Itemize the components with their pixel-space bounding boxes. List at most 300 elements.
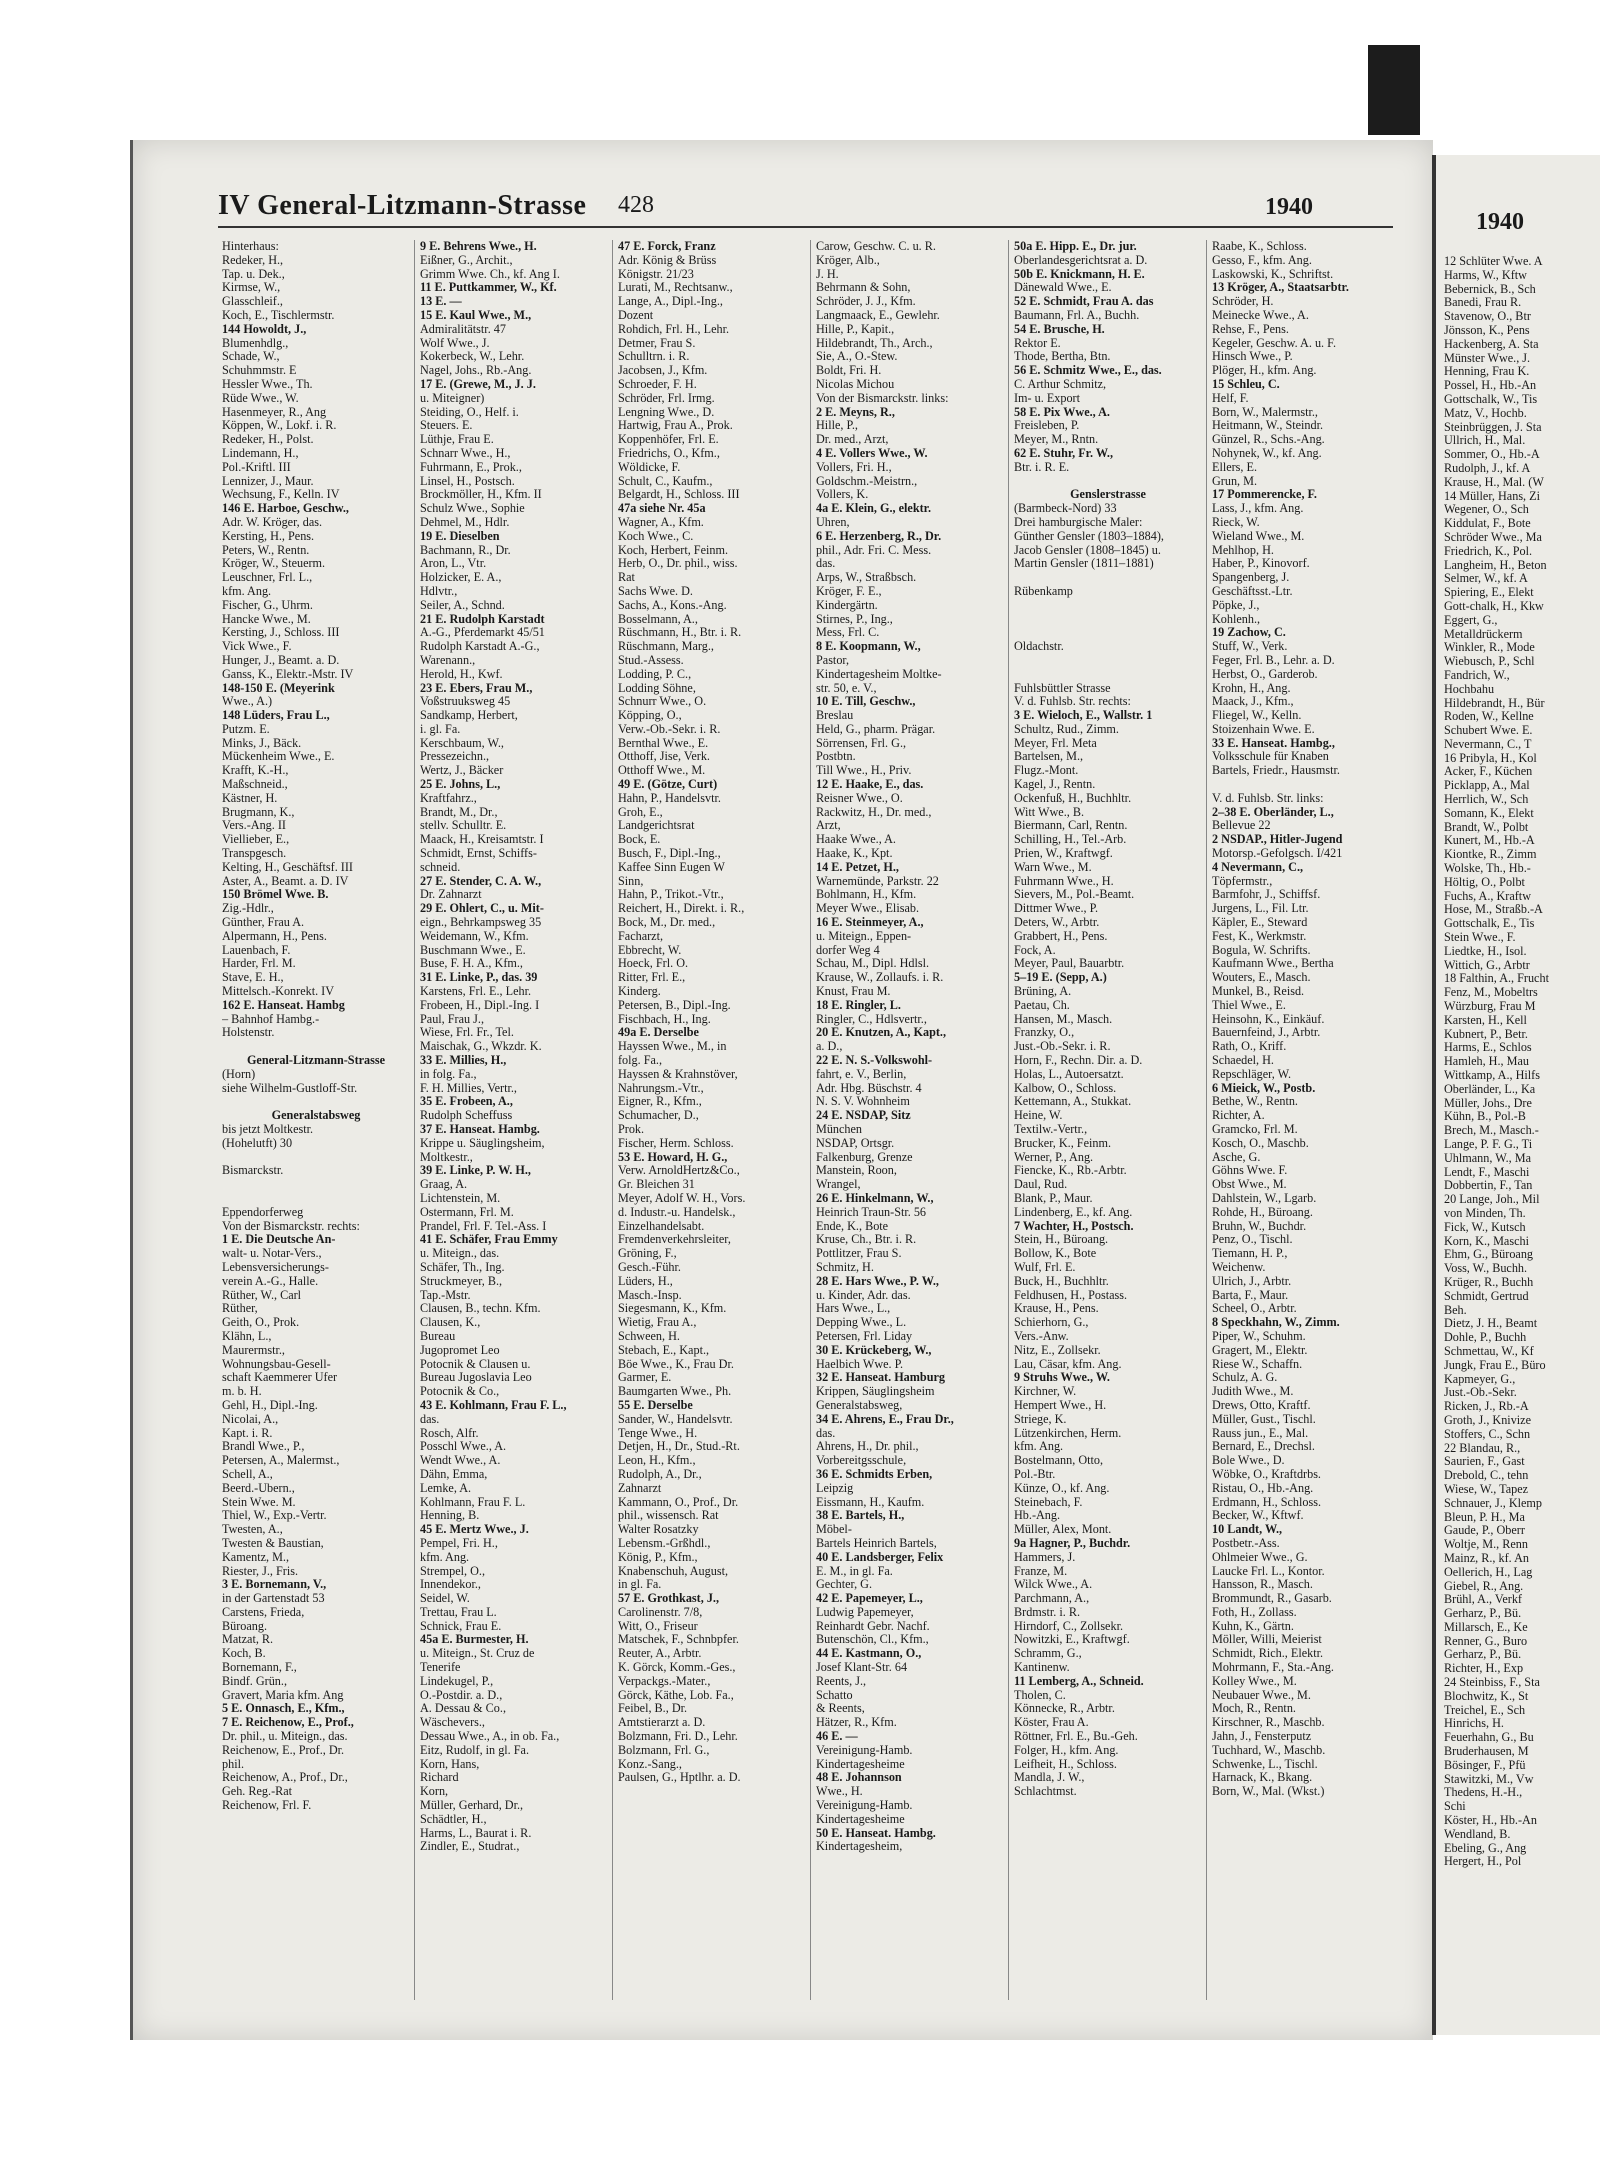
directory-entry: Peters, W., Rentn. xyxy=(222,543,310,557)
facing-page-entry: Kunert, M., Hb.-A xyxy=(1444,833,1535,848)
facing-page-entry: Hackenberg, A. Sta xyxy=(1444,336,1539,351)
directory-entry: Schierhorn, G., xyxy=(1014,1316,1089,1330)
directory-entry: Gragert, M., Elektr. xyxy=(1212,1343,1308,1357)
directory-entry: Käpler, E., Steward xyxy=(1212,916,1308,930)
directory-entry: Kindergärtn. xyxy=(816,598,878,612)
directory-entry: Lodding, P. C., xyxy=(618,667,692,681)
directory-entry: Bostelmann, Otto, xyxy=(1014,1454,1104,1468)
directory-entry: Karstens, Frl. E., Lehr. xyxy=(420,985,532,999)
directory-entry: Schnick, Frau E. xyxy=(420,1619,502,1633)
facing-page-entry: Brandt, W., Polbt xyxy=(1444,819,1529,834)
directory-entry: Schult, C., Kaufm., xyxy=(618,474,713,488)
directory-entry: Rath, O., Kriff. xyxy=(1212,1040,1287,1054)
directory-entry: Tap. u. Dek., xyxy=(222,267,285,281)
directory-entry: Bindf. Grün., xyxy=(222,1674,287,1688)
directory-entry: Bornemann, F., xyxy=(222,1661,297,1675)
directory-entry: Schmidt, Rich., Elektr. xyxy=(1212,1647,1324,1661)
facing-page-entry: Hose, M., Straßb.-A xyxy=(1444,902,1543,917)
directory-entry: Ende, K., Bote xyxy=(816,1219,889,1233)
directory-entry: phil., Adr. Fri. C. Mess. xyxy=(816,543,932,557)
directory-entry: Seiler, A., Schnd. xyxy=(420,598,505,612)
facing-page-entry: Gottschalk, W., Tis xyxy=(1444,391,1538,406)
directory-entry: 43 E. Kohlmann, Frau F. L., xyxy=(420,1398,567,1412)
facing-page-entry: Ebeling, G., Ang xyxy=(1444,1840,1527,1855)
directory-entry: Boldt, Fri. H. xyxy=(816,364,882,378)
directory-entry: Geschäftsst.-Ltr. xyxy=(1212,584,1293,598)
directory-entry: das. xyxy=(420,1412,440,1426)
facing-page-entry: Hinrichs, H. xyxy=(1444,1716,1504,1731)
facing-page-entry: Krause, H., Mal. (W xyxy=(1444,474,1544,489)
directory-entry: Munkel, B., Reisd. xyxy=(1212,985,1305,999)
directory-entry: 15 E. Kaul Wwe., M., xyxy=(420,308,532,322)
directory-entry: Steinebach, F. xyxy=(1014,1495,1083,1509)
directory-entry: 23 E. Ebers, Frau M., xyxy=(420,681,533,695)
directory-entry: Sievers, M., Pol.-Beamt. xyxy=(1014,888,1135,902)
facing-page-entry: Kühn, B., Pol.-B xyxy=(1444,1109,1526,1124)
facing-page-entry: Brühl, A., Verkf xyxy=(1444,1592,1522,1607)
directory-entry: Feibel, B., Dr. xyxy=(618,1702,688,1716)
directory-entry: Dahlstein, W., Lgarb. xyxy=(1212,1191,1317,1205)
directory-entry: Zig.-Hdlr., xyxy=(222,902,274,916)
directory-entry: Hancke Wwe., M. xyxy=(222,612,311,626)
directory-entry: Fest, K., Werkmstr. xyxy=(1212,929,1307,943)
directory-entry: Schlachtmst. xyxy=(1014,1785,1077,1799)
directory-entry: Kohlmann, Frau F. L. xyxy=(420,1495,526,1509)
directory-entry: Brüning, A. xyxy=(1014,985,1072,999)
page-header xyxy=(218,190,1393,230)
facing-page-entry: Dietz, J. H., Beamt xyxy=(1444,1316,1538,1331)
directory-entry: Kamentz, M., xyxy=(222,1550,290,1564)
directory-entry: Adr. Hbg. Büschstr. 4 xyxy=(816,1081,922,1095)
directory-entry: Deters, W., Arbtr. xyxy=(1014,916,1100,930)
directory-entry: Rehse, F., Pens. xyxy=(1212,322,1289,336)
directory-entry: Sörrensen, Frl. G., xyxy=(816,736,907,750)
directory-entry: Krause, W., Zollaufs. i. R. xyxy=(816,971,944,985)
directory-entry: siehe Wilhelm-Gustloff-Str. xyxy=(222,1081,358,1095)
directory-entry: Richter, A. xyxy=(1212,1109,1265,1123)
facing-page-entry: Stawitzki, M., Vw xyxy=(1444,1771,1534,1786)
directory-entry: Kirschner, R., Maschb. xyxy=(1212,1716,1325,1730)
directory-entry: Breslau xyxy=(816,709,854,723)
directory-entry: Heine, W. xyxy=(1014,1109,1063,1123)
directory-entry: Frobeen, H., Dipl.-Ing. I xyxy=(420,998,540,1012)
directory-entry: Mittelsch.-Konrekt. IV xyxy=(222,985,335,999)
directory-entry: Korn, xyxy=(420,1785,449,1799)
facing-page-entry: Ricken, J., Rb.-A xyxy=(1444,1399,1529,1414)
directory-entry: 146 E. Harboe, Geschw., xyxy=(222,502,349,516)
directory-entry: Kegeler, Geschw. A. u. F. xyxy=(1212,336,1336,350)
directory-entry: Leipzig xyxy=(816,1481,854,1495)
directory-entry: Riese W., Schaffn. xyxy=(1212,1357,1303,1371)
directory-entry: Seidel, W. xyxy=(420,1592,470,1606)
directory-entry: Hoeck, Frl. O. xyxy=(618,957,689,971)
directory-entry: Vorbereitgsschule, xyxy=(816,1454,907,1468)
directory-entry: Raabe, K., Schloss. xyxy=(1212,240,1307,253)
directory-entry: 36 E. Schmidts Erben, xyxy=(816,1467,933,1481)
facing-page-entry: Selmer, W., kf. A xyxy=(1444,571,1528,586)
directory-entry: Reichenow, E., Prof., Dr. xyxy=(222,1743,345,1757)
directory-entry: Hdlvtr., xyxy=(420,584,458,598)
directory-entry: Fiencke, K., Rb.-Arbtr. xyxy=(1014,1164,1127,1178)
directory-entry: Leon, H., Kfm., xyxy=(618,1454,696,1468)
facing-page-entry: Giebel, R., Ang. xyxy=(1444,1578,1524,1593)
directory-entry: (Barmbeck-Nord) 33 xyxy=(1014,502,1117,516)
directory-entry: Dessau Wwe., A., in ob. Fa., xyxy=(420,1730,560,1744)
directory-entry: Wagner, A., Kfm. xyxy=(618,515,704,529)
directory-entry: Busch, F., Dipl.-Ing., xyxy=(618,847,721,861)
directory-entry: Twesten & Baustian, xyxy=(222,1536,324,1550)
directory-entry: Btr. i. R. E. xyxy=(1014,460,1070,474)
directory-entry: Minks, J., Bäck. xyxy=(222,736,302,750)
facing-page-entry: Höltig, O., Polbt xyxy=(1444,874,1525,889)
directory-entry: Just.-Ob.-Sekr. i. R. xyxy=(1014,1040,1111,1054)
directory-entry: Feldhusen, H., Postass. xyxy=(1014,1288,1128,1302)
directory-column xyxy=(222,240,410,2000)
facing-page-entry: Hildebrandt, H., Bür xyxy=(1444,695,1545,710)
facing-page-entry: 20 Lange, Joh., Mil xyxy=(1444,1192,1540,1207)
directory-entry: das. xyxy=(816,557,836,571)
directory-entry: Innendekor., xyxy=(420,1578,481,1592)
facing-page-entry: Hochbahu xyxy=(1444,681,1495,696)
facing-page-entry: Picklapp, A., Mal xyxy=(1444,778,1530,793)
directory-entry: Bellevue 22 xyxy=(1212,819,1271,833)
facing-page-entry: Fandrich, W., xyxy=(1444,667,1510,682)
directory-entry: kfm. Ang. xyxy=(222,584,272,598)
directory-entry: Fliegel, W., Kelln. xyxy=(1212,709,1302,723)
directory-entry: in gl. Fa. xyxy=(618,1578,662,1592)
directory-entry: Aster, A., Beamt. a. D. IV xyxy=(222,874,349,888)
directory-entry: Lemke, A. xyxy=(420,1481,472,1495)
directory-entry: Paul, Frau J., xyxy=(420,1012,484,1026)
directory-entry: Kinderg. xyxy=(618,985,661,999)
directory-entry: Wwe., H. xyxy=(816,1785,863,1799)
directory-entry: Reichenow, Frl. F. xyxy=(222,1799,312,1813)
directory-entry: 62 E. Stuhr, Fr. W., xyxy=(1014,446,1114,460)
directory-entry: Schmidt, Ernst, Schiffs- xyxy=(420,847,537,861)
directory-entry: Hartwig, Frau A., Prok. xyxy=(618,419,733,433)
directory-entry: Vick Wwe., F. xyxy=(222,640,292,654)
directory-entry: Nohynek, W., kf. Ang. xyxy=(1212,446,1322,460)
directory-entry: Lebensm.-Grßhdl., xyxy=(618,1536,711,1550)
directory-entry: Bernthal Wwe., E. xyxy=(618,736,709,750)
directory-entry: Schnarr Wwe., H., xyxy=(420,446,511,460)
directory-entry: Hayssen & Krahnstöver, xyxy=(618,1067,738,1081)
directory-entry: Barta, F., Maur. xyxy=(1212,1288,1289,1302)
directory-entry: Warnemünde, Parkstr. 22 xyxy=(816,874,939,888)
directory-entry: Eißner, G., Archit., xyxy=(420,253,513,267)
directory-entry: Repschläger, W. xyxy=(1212,1067,1292,1081)
directory-entry: 40 E. Landsberger, Felix xyxy=(816,1550,944,1564)
directory-entry: Laucke Frl. L., Kontor. xyxy=(1212,1564,1325,1578)
directory-entry: Arzt, xyxy=(816,819,841,833)
facing-page-entry: Köster, H., Hb.-An xyxy=(1444,1813,1537,1828)
directory-entry: 54 E. Brusche, H. xyxy=(1014,322,1105,336)
directory-entry: Röttner, Frl. E., Bu.-Geh. xyxy=(1014,1730,1138,1744)
directory-entry: Textilw.-Vertr., xyxy=(1014,1123,1088,1136)
directory-entry: Eppendorferweg xyxy=(222,1205,304,1219)
directory-entry: Stuff, W., Verk. xyxy=(1212,640,1288,654)
facing-page-entry: Schi xyxy=(1444,1799,1466,1814)
directory-entry: Langmaack, E., Gewlehr. xyxy=(816,308,940,322)
directory-entry: stellv. Schulltr. E. xyxy=(420,819,507,833)
directory-entry: Kaffee Sinn Eugen W xyxy=(618,860,725,874)
directory-entry: Harder, Frl. M. xyxy=(222,957,296,971)
directory-entry: Schumacher, D., xyxy=(618,1109,699,1123)
directory-entry: Blumenhdlg., xyxy=(222,336,289,350)
directory-entry: N. S. V. Wohnheim xyxy=(816,1095,910,1109)
directory-entry xyxy=(1014,613,1202,627)
directory-entry: Müller, Gerhard, Dr., xyxy=(420,1799,524,1813)
directory-entry: Otthoff Wwe., M. xyxy=(618,764,706,778)
facing-page-entry: Harms, E., Schlos xyxy=(1444,1040,1532,1055)
directory-entry: Volksschule für Knaben xyxy=(1212,750,1329,764)
directory-entry: Königstr. 21/23 xyxy=(618,267,694,281)
directory-entry: Schröder, Frl. Irmg. xyxy=(618,391,715,405)
directory-entry: Hansen, M., Masch. xyxy=(1014,1012,1113,1026)
directory-entry: Riester, J., Fris. xyxy=(222,1564,299,1578)
directory-entry: Becker, W., Kftwf. xyxy=(1212,1509,1304,1523)
directory-entry: Plöger, H., kfm. Ang. xyxy=(1212,364,1317,378)
directory-entry: Kindertagesheime xyxy=(816,1757,905,1771)
directory-entry: Bartels Heinrich Bartels, xyxy=(816,1536,937,1550)
facing-page-entry: Somann, K., Elekt xyxy=(1444,805,1534,820)
directory-entry: Voßstruuksweg 45 xyxy=(420,695,511,709)
directory-entry: Hinsch Wwe., P. xyxy=(1212,350,1293,364)
facing-page-entry: Renner, G., Buro xyxy=(1444,1633,1528,1648)
directory-entry: str. 50, e. V., xyxy=(816,681,877,695)
directory-entry: Stirnes, P., Ing., xyxy=(816,612,893,626)
directory-entry: 6 E. Herzenberg, R., Dr. xyxy=(816,529,942,543)
directory-entry: Linsel, H., Postsch. xyxy=(420,474,515,488)
directory-columns xyxy=(218,240,1408,2000)
directory-entry: 13 E. — xyxy=(420,295,462,309)
directory-entry: 46 E. — xyxy=(816,1730,858,1744)
directory-entry xyxy=(1014,654,1202,668)
facing-page-entry: von Minden, Th. xyxy=(1444,1205,1526,1220)
directory-entry: München xyxy=(816,1123,863,1136)
directory-entry: u. Miteigner) xyxy=(420,391,485,405)
directory-entry: Schramm, G., xyxy=(1014,1647,1082,1661)
page-year: 1940 xyxy=(1265,194,1313,220)
directory-entry: Koch, E., Tischlermstr. xyxy=(222,308,335,322)
directory-entry: Generalstabsweg xyxy=(271,1109,361,1123)
directory-entry: Kelting, H., Geschäftsf. III xyxy=(222,860,353,874)
directory-entry: Strempel, O., xyxy=(420,1564,485,1578)
directory-entry: Thode, Bertha, Btn. xyxy=(1014,350,1111,364)
directory-entry: Haber, P., Kinovorf. xyxy=(1212,557,1310,571)
directory-entry: Warn Wwe., M. xyxy=(1014,860,1092,874)
facing-page-entry: Gerharz, P., Bü. xyxy=(1444,1606,1522,1621)
directory-entry: Sachs, A., Kons.-Ang. xyxy=(618,598,727,612)
directory-entry xyxy=(1014,571,1202,585)
directory-entry: Rektor E. xyxy=(1014,336,1061,350)
directory-entry: Rüde Wwe., W. xyxy=(222,391,299,405)
directory-entry: 17 Pommerencke, F. xyxy=(1212,488,1317,502)
directory-entry: Krippe u. Säuglingsheim, xyxy=(420,1136,545,1150)
column-rule xyxy=(612,240,613,2000)
directory-entry: Arps, W., Straßbsch. xyxy=(816,571,917,585)
directory-entry: Asche, G. xyxy=(1212,1150,1261,1164)
directory-entry: Kerschbaum, W., xyxy=(420,736,504,750)
facing-page-entry: Bleun, P. H., Ma xyxy=(1444,1509,1525,1524)
directory-entry: in folg. Fa., xyxy=(420,1067,477,1081)
directory-entry: Lüthje, Frau E. xyxy=(420,433,494,447)
directory-entry: Ebbrecht, W. xyxy=(618,943,682,957)
directory-entry: 6 Mieick, W., Postb. xyxy=(1212,1081,1316,1095)
directory-entry: Kosch, O., Maschb. xyxy=(1212,1136,1309,1150)
directory-entry: Aron, L., Vtr. xyxy=(420,557,487,571)
directory-entry: Stud.-Assess. xyxy=(618,653,684,667)
directory-entry: Könnecke, R., Arbtr. xyxy=(1014,1702,1115,1716)
directory-entry: Nahrungsm.-Vtr., xyxy=(618,1081,704,1095)
facing-page-entry: Liedtke, H., Isol. xyxy=(1444,943,1527,958)
directory-entry: Reents, J., xyxy=(816,1674,867,1688)
directory-entry: Kirchner, W. xyxy=(1014,1385,1077,1399)
directory-entry: Koch Wwe., C. xyxy=(618,529,694,543)
directory-entry: Rüther, W., Carl xyxy=(222,1288,302,1302)
directory-entry: Krohn, H., Ang. xyxy=(1212,681,1291,695)
directory-entry: Neubauer Wwe., M. xyxy=(1212,1688,1311,1702)
facing-page-entry: Schröder Wwe., Ma xyxy=(1444,529,1542,544)
directory-entry: Hars Wwe., L., xyxy=(816,1302,891,1316)
facing-page-entry: Ehm, G., Büroang xyxy=(1444,1247,1534,1262)
directory-entry: Maack, J., Kfm., xyxy=(1212,695,1294,709)
directory-entry: Hayssen Wwe., M., in xyxy=(618,1040,727,1054)
directory-entry: 22 E. N. S.-Volkswohl- xyxy=(816,1054,933,1068)
facing-page-entry: Gaude, P., Oberr xyxy=(1444,1523,1525,1538)
directory-entry: Kästner, H. xyxy=(222,791,278,805)
directory-entry: Kokerbeck, W., Lehr. xyxy=(420,350,525,364)
directory-entry: Harnack, K., Bkang. xyxy=(1212,1771,1313,1785)
directory-entry: Fischer, Herm. Schloss. xyxy=(618,1136,734,1150)
directory-entry: Rübenkamp xyxy=(1014,584,1073,598)
directory-entry: Pastor, xyxy=(816,653,850,667)
directory-entry: Thiel, W., Exp.-Vertr. xyxy=(222,1509,327,1523)
directory-entry: Koppenhöfer, Frl. E. xyxy=(618,433,719,447)
directory-entry: Leuschner, Frl. L., xyxy=(222,571,313,585)
directory-entry: Postbtn. xyxy=(816,750,856,764)
directory-entry: Büroang. xyxy=(222,1619,268,1633)
directory-entry: 52 E. Schmidt, Frau A. das xyxy=(1014,295,1154,309)
directory-entry: E. M., in gl. Fa. xyxy=(816,1564,893,1578)
directory-entry: 10 Landt, W., xyxy=(1212,1523,1283,1537)
directory-entry: 2–38 E. Oberländer, L., xyxy=(1212,805,1334,819)
directory-entry: Gr. Bleichen 31 xyxy=(618,1178,695,1192)
facing-page-entry: Voss, W., Buchh. xyxy=(1444,1261,1528,1276)
facing-page-entry: Kubnert, P., Betr. xyxy=(1444,1026,1528,1041)
directory-entry: Belgardt, H., Schloss. III xyxy=(618,488,740,502)
directory-entry: Kruse, Ch., Btr. i. R. xyxy=(816,1233,917,1247)
facing-page-entry: Wiebusch, P., Schl xyxy=(1444,654,1535,669)
directory-entry: schaft Kaemmerer Ufer xyxy=(222,1371,338,1385)
directory-entry: Groh, E., xyxy=(618,805,663,819)
directory-entry: Oldachstr. xyxy=(1014,640,1064,654)
directory-entry: Viellieber, E., xyxy=(222,833,290,847)
directory-entry: Werner, P., Ang. xyxy=(1014,1150,1094,1164)
directory-entry: V. d. Fuhlsb. Str. links: xyxy=(1212,791,1324,805)
directory-entry: Kindertagesheime xyxy=(816,1812,905,1826)
directory-entry: Brucker, K., Feinm. xyxy=(1014,1136,1111,1150)
facing-page-entry: Matz, V., Hochb. xyxy=(1444,405,1527,420)
directory-entry: Grun, M. xyxy=(1212,474,1258,488)
directory-entry: Glasschleif., xyxy=(222,295,283,309)
directory-entry: Kalbow, O., Schloss. xyxy=(1014,1081,1117,1095)
facing-page-entry: Langheim, H., Beton xyxy=(1444,557,1547,572)
directory-entry: Wilck Wwe., A. xyxy=(1014,1578,1093,1592)
directory-entry: 47a siehe Nr. 45a xyxy=(618,502,706,516)
directory-entry: 44 E. Kastmann, O., xyxy=(816,1647,922,1661)
facing-page-entry: 14 Müller, Hans, Zi xyxy=(1444,488,1540,503)
directory-entry xyxy=(222,1095,410,1109)
directory-entry: 5–19 E. (Sepp, A.) xyxy=(1014,971,1107,985)
directory-entry: Rat xyxy=(618,571,635,585)
directory-entry: Drews, Otto, Kraftf. xyxy=(1212,1398,1311,1412)
directory-entry: 7 Wachter, H., Postsch. xyxy=(1014,1219,1134,1233)
directory-entry: Fuhrmann Wwe., H. xyxy=(1014,874,1114,888)
directory-entry: Postbetr.-Ass. xyxy=(1212,1536,1280,1550)
directory-entry: Wertz, J., Bäcker xyxy=(420,764,504,778)
directory-entry: 32 E. Hanseat. Hamburg xyxy=(816,1371,945,1385)
directory-entry: Sandkamp, Herbert, xyxy=(420,709,518,723)
facing-page-entry: Wittkamp, A., Hilfs xyxy=(1444,1068,1540,1083)
directory-entry: Wäschevers., xyxy=(420,1716,485,1730)
directory-entry: Tap.-Mstr. xyxy=(420,1288,471,1302)
directory-entry: Reisner Wwe., O. xyxy=(816,791,903,805)
directory-entry: Schulz, A. G. xyxy=(1212,1371,1278,1385)
directory-entry: Clausen, B., techn. Kfm. xyxy=(420,1302,541,1316)
directory-entry: Ringler, C., Hdlsvertr., xyxy=(816,1012,927,1026)
directory-entry: Vers.-Anw. xyxy=(1014,1329,1069,1343)
directory-entry: Mandla, J. W., xyxy=(1014,1771,1085,1785)
directory-entry: Wulf, Frl. E. xyxy=(1014,1260,1076,1274)
column-rule xyxy=(810,240,811,2000)
facing-page-entry: Jungk, Frau E., Büro xyxy=(1444,1357,1546,1372)
directory-entry: Carow, Geschw. C. u. R. xyxy=(816,240,936,253)
directory-entry: Born, W., Mal. (Wkst.) xyxy=(1212,1785,1325,1799)
directory-entry: 19 E. Dieselben xyxy=(420,529,500,543)
directory-entry: Bureau Jugoslavia Leo xyxy=(420,1371,532,1385)
directory-entry: Kersting, J., Schloss. III xyxy=(222,626,340,640)
directory-entry: 45a E. Burmester, H. xyxy=(420,1633,529,1647)
facing-page-entry: Fenz, M., Mobeltrs xyxy=(1444,985,1538,1000)
directory-entry: 4a E. Klein, G., elektr. xyxy=(816,502,931,516)
directory-entry: 58 E. Pix Wwe., A. xyxy=(1014,405,1110,419)
directory-entry: 4 E. Vollers Wwe., W. xyxy=(816,446,928,460)
directory-entry: 57 E. Grothkast, J., xyxy=(618,1592,720,1606)
directory-entry: Kindertagesheim, xyxy=(816,1840,903,1854)
directory-entry: Walter Rosatzky xyxy=(618,1523,699,1537)
directory-entry xyxy=(222,1178,410,1192)
directory-entry: Potocnik & Clausen u. xyxy=(420,1357,531,1371)
facing-page-entry: Feuerhahn, G., Bu xyxy=(1444,1730,1534,1745)
directory-entry: Lindemann, H., xyxy=(222,446,299,460)
directory-entry: Helf, F. xyxy=(1212,391,1249,405)
directory-column xyxy=(1014,240,1202,2000)
directory-entry: Schnurr Wwe., O. xyxy=(618,695,707,709)
directory-entry: a. D., xyxy=(816,1040,843,1054)
directory-entry: bis jetzt Moltkestr. xyxy=(222,1123,314,1136)
directory-entry: eign., Behrkampsweg 35 xyxy=(420,916,542,930)
directory-entry: Hinterhaus: xyxy=(222,240,279,253)
directory-entry: Kraftfahrz., xyxy=(420,791,477,805)
directory-entry: 15 Schleu, C. xyxy=(1212,377,1280,391)
facing-page-entry: Henning, Frau K. xyxy=(1444,364,1530,379)
directory-entry: Baumann, Frl. A., Buchh. xyxy=(1014,308,1140,322)
directory-entry: Manstein, Roon, xyxy=(816,1164,897,1178)
facing-page-entry: Woltje, M., Renn xyxy=(1444,1537,1528,1552)
directory-entry: Im- u. Export xyxy=(1014,391,1081,405)
directory-entry: Schilling, H., Tel.-Arb. xyxy=(1014,833,1127,847)
